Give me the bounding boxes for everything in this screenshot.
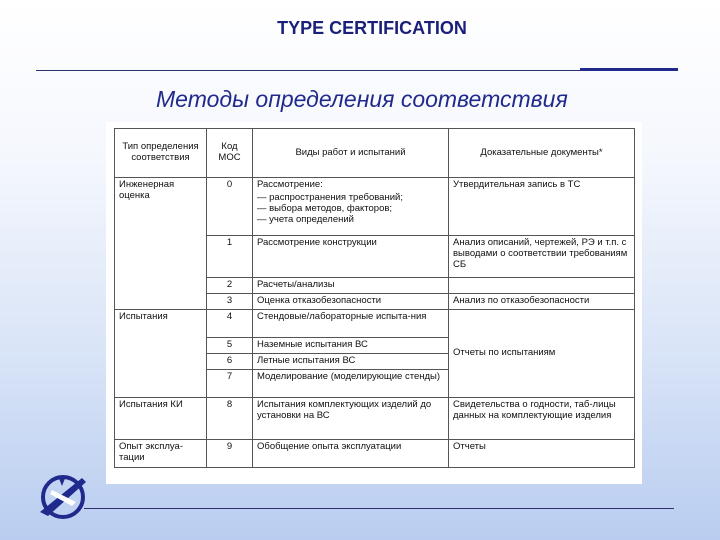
bottom-rule	[84, 508, 674, 509]
header-type: Тип определения соответствия	[115, 129, 207, 178]
header-docs: Доказательные документы*	[449, 129, 635, 178]
work-item: — распространения требований;	[257, 191, 403, 203]
docs-cell: Утвердительная запись в ТС	[449, 178, 635, 236]
work-item: — учета определений	[257, 213, 354, 225]
work-cell: Наземные испытания ВС	[253, 338, 449, 354]
work-text: Рассмотрение:	[257, 179, 323, 190]
type-cell: Инженерная оценка	[115, 178, 207, 310]
table-row	[115, 310, 635, 338]
slide-title: TYPE CERTIFICATION	[277, 18, 467, 38]
work-item: — выбора методов, факторов;	[257, 202, 393, 214]
table-header-row	[115, 129, 635, 178]
docs-cell	[449, 278, 635, 294]
code-cell: 5	[207, 338, 253, 354]
work-cell: Испытания комплектующих изделий до установки на ВС	[253, 398, 449, 440]
docs-cell: Свидетельства о годности, таб-лицы данных на комплектующие изделия	[449, 398, 635, 440]
code-cell: 1	[207, 236, 253, 278]
table-row	[115, 398, 635, 440]
code-cell: 6	[207, 354, 253, 370]
docs-cell: Анализ описаний, чертежей, РЭ и т.п. с выводами о соответствии требованиям СБ	[449, 236, 635, 278]
work-cell: Стендовые/лабораторные испыта-ния	[253, 310, 449, 338]
slide-subtitle: Методы определения соответствия	[156, 86, 568, 112]
type-cell: Испытания	[115, 310, 207, 398]
table-row	[115, 440, 635, 468]
code-cell: 7	[207, 370, 253, 398]
work-cell: Расчеты/анализы	[253, 278, 449, 294]
certification-methods-table	[114, 128, 635, 468]
table-card	[106, 122, 642, 484]
work-cell: Летные испытания ВС	[253, 354, 449, 370]
table-row	[115, 178, 635, 236]
header-code: Код МОС	[207, 129, 253, 178]
type-cell: Испытания КИ	[115, 398, 207, 440]
top-rule-accent	[580, 68, 678, 71]
work-cell: Оценка отказобезопасности	[253, 294, 449, 310]
code-cell: 0	[207, 178, 253, 236]
docs-cell: Анализ по отказобезопасности	[449, 294, 635, 310]
code-cell: 9	[207, 440, 253, 468]
code-cell: 3	[207, 294, 253, 310]
code-cell: 8	[207, 398, 253, 440]
work-cell: Обобщение опыта эксплуатации	[253, 440, 449, 468]
code-cell: 2	[207, 278, 253, 294]
docs-cell: Отчеты по испытаниям	[449, 310, 635, 398]
work-cell	[253, 178, 449, 236]
code-cell: 4	[207, 310, 253, 338]
type-cell: Опыт эксплуа-тации	[115, 440, 207, 468]
work-cell: Моделирование (моделирующие стенды)	[253, 370, 449, 398]
header-work: Виды работ и испытаний	[253, 129, 449, 178]
airplane-emblem-icon	[36, 472, 90, 522]
docs-cell: Отчеты	[449, 440, 635, 468]
work-cell: Рассмотрение конструкции	[253, 236, 449, 278]
